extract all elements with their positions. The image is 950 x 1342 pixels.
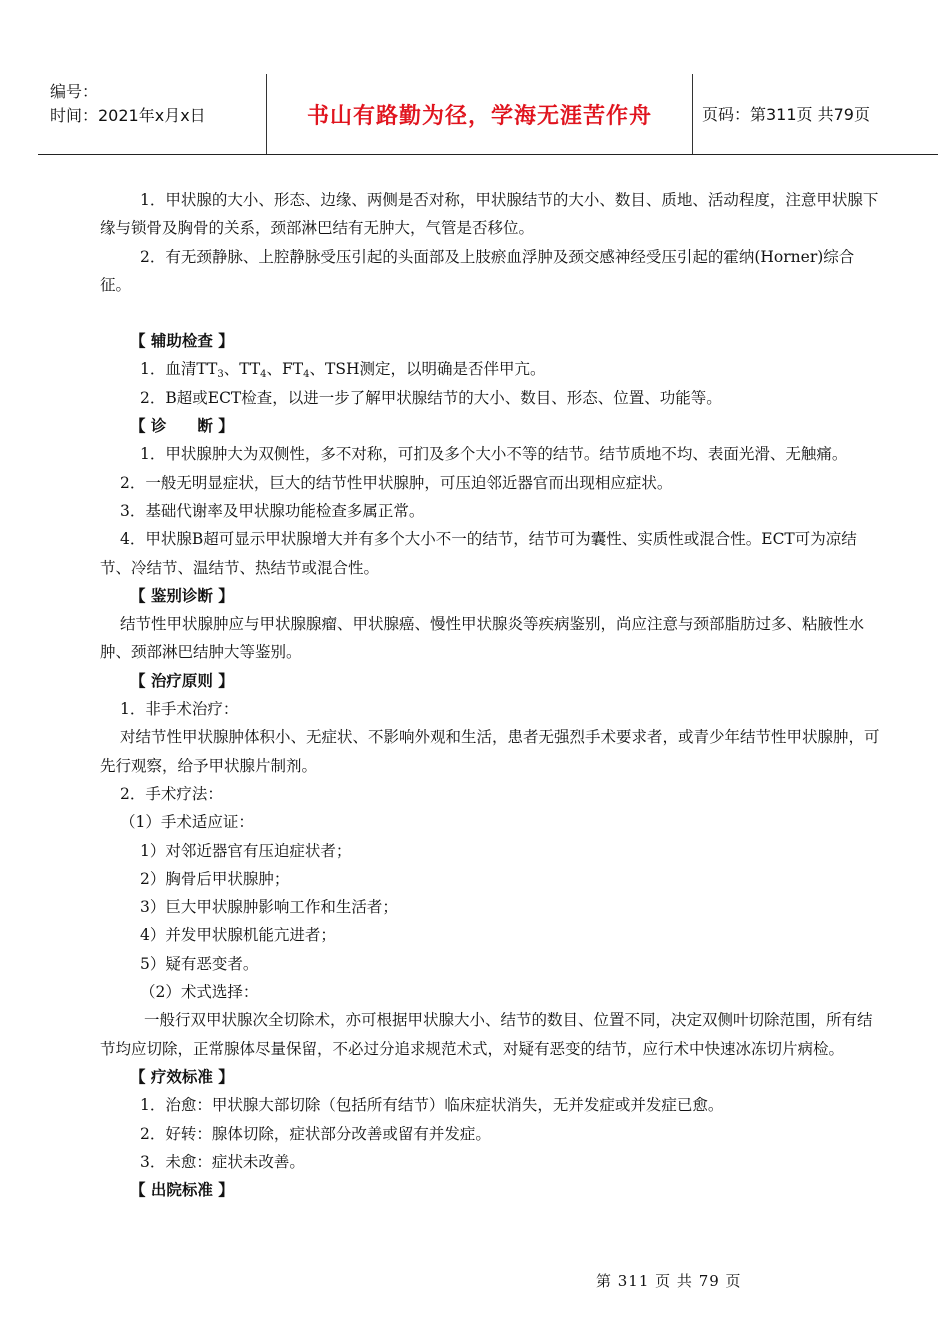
paragraph: 2．一般无明显症状，巨大的结节性甲状腺肿，可压迫邻近器官而出现相应症状。 bbox=[120, 473, 673, 492]
paragraph: 2．好转：腺体切除，症状部分改善或留有并发症。 bbox=[140, 1124, 491, 1143]
section-heading-treatment: 【 治疗原则 】 bbox=[130, 671, 234, 690]
spacer bbox=[100, 299, 880, 327]
paragraph: 结节性甲状腺肿应与甲状腺腺瘤、甲状腺癌、慢性甲状腺炎等疾病鉴别，尚应注意与颈部脂肪过多、粘腋性水肿、颈部淋巴结肿大等鉴别。 bbox=[100, 615, 865, 662]
subscript: 3 bbox=[217, 369, 224, 381]
paragraph: 1．甲状腺的大小、形态、边缘、两侧是否对称，甲状腺结节的大小、数目、质地、活动程度，注意甲状腺下缘与锁骨及胸骨的关系，颈部淋巴结有无肿大，气管是否移位。 bbox=[100, 191, 879, 238]
text-run: 、FT bbox=[266, 360, 304, 379]
paragraph: （1）手术适应证： bbox=[120, 813, 254, 832]
paragraph: 2．手术疗法： bbox=[120, 784, 223, 803]
paragraph: 1．甲状腺肿大为双侧性，多不对称，可扪及多个大小不等的结节。结节质地不均、表面光滑、无触痛。 bbox=[140, 445, 848, 464]
paragraph: 4．甲状腺B超可显示甲状腺增大并有多个大小不一的结节，结节可为囊性、实质性或混合性。ECT可为凉结节、冷结节、温结节、热结节或混合性。 bbox=[100, 530, 857, 577]
page-footer: 第 311 页 共 79 页 bbox=[596, 1272, 742, 1290]
paragraph: 一般行双甲状腺次全切除术，亦可根据甲状腺大小、结节的数目、位置不同，决定双侧叶切除范围，所有结节均应切除，正常腺体尽量保留，不必过分追求规范术式，对疑有恶变的结节，应行术中快速冰冻切片病检。 bbox=[100, 1011, 873, 1058]
text-run: 、TSH测定，以明确是否伴甲亢。 bbox=[309, 360, 546, 379]
section-heading-discharge: 【 出院标准 】 bbox=[130, 1181, 234, 1200]
document-number: 编号： bbox=[50, 82, 99, 101]
section-heading-efficacy: 【 疗效标准 】 bbox=[130, 1067, 234, 1086]
header-divider bbox=[692, 74, 693, 154]
document-time: 时间：2021年x月x日 bbox=[50, 106, 206, 125]
subscript: 4 bbox=[260, 369, 267, 381]
section-heading-differential-diagnosis: 【 鉴别诊断 】 bbox=[130, 586, 234, 605]
paragraph: 1．治愈：甲状腺大部切除（包括所有结节）临床症状消失，无并发症或并发症已愈。 bbox=[140, 1096, 724, 1115]
header-motto: 书山有路勤为径，学海无涯苦作舟 bbox=[306, 102, 652, 129]
page-header bbox=[38, 74, 938, 155]
list-item: 4）并发甲状腺机能亢进者； bbox=[140, 926, 336, 945]
header-page-number: 页码：第311页 共79页 bbox=[702, 105, 870, 124]
list-item: 3）巨大甲状腺肿影响工作和生活者； bbox=[140, 898, 398, 917]
text-run: 1．血清TT bbox=[140, 360, 218, 379]
header-meta bbox=[50, 80, 275, 128]
paragraph: （2）术式选择： bbox=[140, 983, 259, 1002]
subscript: 4 bbox=[303, 369, 310, 381]
paragraph: 1．非手术治疗： bbox=[120, 700, 239, 719]
paragraph bbox=[100, 355, 880, 383]
section-heading-diagnosis: 【 诊 断 】 bbox=[130, 417, 234, 436]
paragraph: 3．未愈：症状未改善。 bbox=[140, 1152, 305, 1171]
paragraph: 2．B超或ECT检查，以进一步了解甲状腺结节的大小、数目、形态、位置、功能等。 bbox=[140, 388, 722, 407]
text-run: 、TT bbox=[223, 360, 261, 379]
document-body bbox=[100, 186, 880, 1204]
paragraph: 2．有无颈静脉、上腔静脉受压引起的头面部及上肢瘀血浮肿及颈交感神经受压引起的霍纳(Horner)综合征。 bbox=[100, 247, 855, 294]
list-item: 5）疑有恶变者。 bbox=[140, 954, 259, 973]
paragraph: 对结节性甲状腺肿体积小、无症状、不影响外观和生活，患者无强烈手术要求者，或青少年结节性甲状腺肿，可先行观察，给予甲状腺片制剂。 bbox=[100, 728, 880, 775]
section-heading-auxiliary-exam: 【 辅助检查 】 bbox=[130, 332, 234, 351]
list-item: 2）胸骨后甲状腺肿； bbox=[140, 869, 290, 888]
list-item: 1）对邻近器官有压迫症状者； bbox=[140, 841, 352, 860]
paragraph: 3．基础代谢率及甲状腺功能检查多属正常。 bbox=[120, 501, 425, 520]
